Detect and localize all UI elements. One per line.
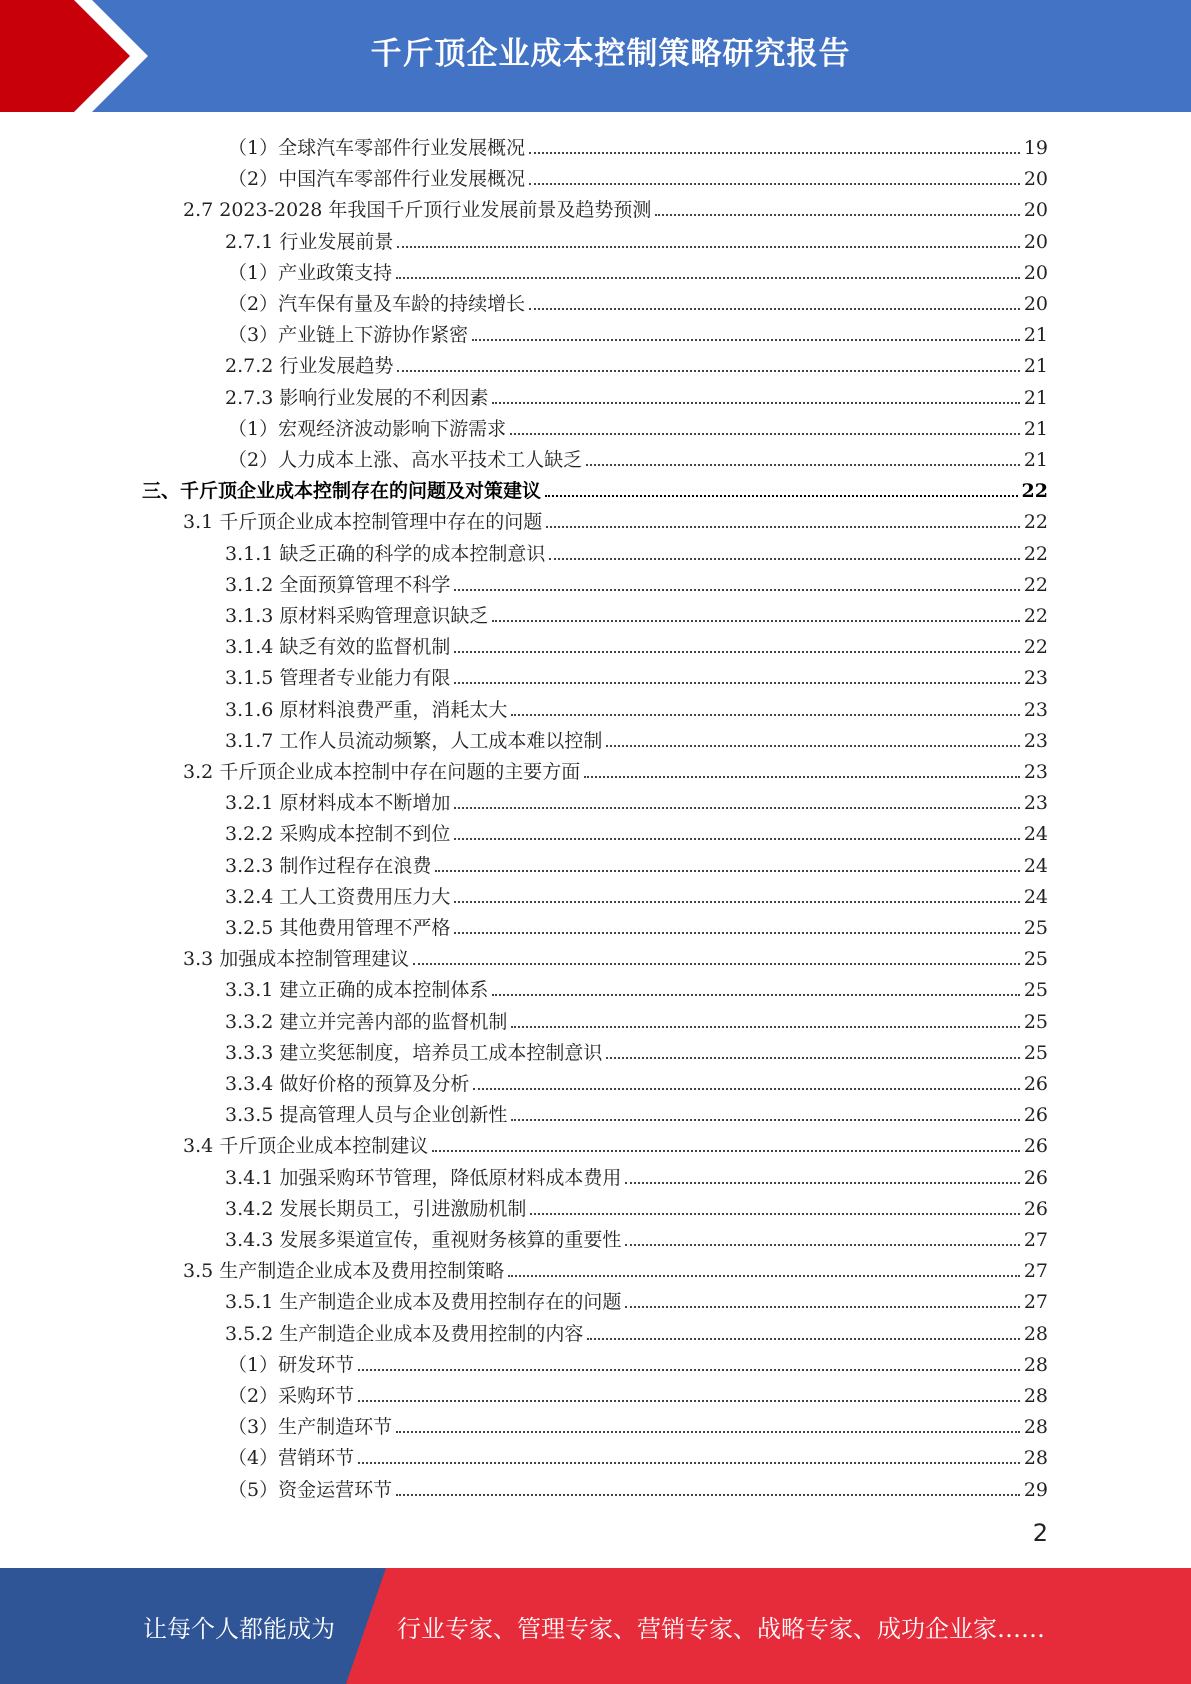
- toc-entry[interactable]: [225, 1220, 1048, 1251]
- toc-leader-dots: [530, 1213, 1019, 1215]
- toc-entry-label: （2）采购环节: [228, 1385, 355, 1407]
- toc-entry-label: 2.7.3 影响行业发展的不利因素: [225, 386, 489, 409]
- toc-entry-page: 21: [1023, 386, 1048, 409]
- toc-leader-dots: [396, 1494, 1020, 1496]
- toc-entry[interactable]: [225, 378, 1048, 409]
- toc-leader-dots: [655, 214, 1019, 216]
- toc-leader-dots: [510, 433, 1020, 435]
- toc-entry-page: 23: [1023, 729, 1048, 752]
- toc-leader-dots: [545, 495, 1018, 497]
- toc-entry-page: 20: [1023, 293, 1048, 315]
- toc-leader-dots: [511, 1119, 1019, 1121]
- toc-entry-label: （1）研发环节: [228, 1353, 355, 1376]
- toc-leader-dots: [397, 370, 1019, 372]
- toc-entry-label: 3.2.3 制作过程存在浪费: [225, 854, 432, 877]
- toc-leader-dots: [435, 870, 1019, 872]
- toc-entry[interactable]: [228, 159, 1048, 190]
- toc-entry[interactable]: [225, 814, 1048, 845]
- toc-entry[interactable]: [225, 1189, 1048, 1220]
- toc-entry-page: 22: [1023, 605, 1048, 627]
- toc-entry-page: 20: [1023, 261, 1048, 284]
- toc-leader-dots: [432, 1150, 1020, 1152]
- toc-entry-label: 3.1.5 管理者专业能力有限: [225, 667, 451, 690]
- toc-entry[interactable]: [225, 1064, 1048, 1095]
- toc-entry-page: 22: [1021, 480, 1048, 503]
- toc-entry[interactable]: [225, 222, 1048, 253]
- toc-entry[interactable]: [225, 1033, 1048, 1064]
- toc-entry-label: 2.7 2023-2028 年我国千斤顶行业发展前景及趋势预测: [183, 199, 652, 222]
- toc-entry-page: 23: [1023, 698, 1048, 721]
- toc-entry-label: 3.5 生产制造企业成本及费用控制策略: [183, 1260, 505, 1283]
- toc-entry-label: （2）中国汽车零部件行业发展概况: [228, 168, 526, 191]
- toc-entry-page: 24: [1023, 854, 1048, 877]
- toc-entry-page: 19: [1023, 137, 1048, 159]
- toc-entry[interactable]: [225, 1314, 1048, 1345]
- toc-entry[interactable]: [225, 1158, 1048, 1189]
- toc-entry-label: 3.2.2 采购成本控制不到位: [225, 823, 451, 846]
- toc-leader-dots: [529, 183, 1020, 185]
- report-title: 千斤顶企业成本控制策略研究报告: [370, 35, 851, 72]
- toc-leader-dots: [529, 152, 1020, 154]
- toc-entry[interactable]: [225, 690, 1048, 721]
- toc-leader-dots: [454, 807, 1019, 809]
- toc-entry[interactable]: [225, 970, 1048, 1001]
- toc-entry[interactable]: [225, 627, 1048, 658]
- toc-entry-label: 3.2.1 原材料成本不断增加: [225, 792, 451, 815]
- toc-leader-dots: [529, 308, 1020, 310]
- toc-entry-label: （2）汽车保有量及车龄的持续增长: [228, 293, 526, 315]
- toc-entry-label: （1）产业政策支持: [228, 261, 393, 284]
- toc-entry[interactable]: [228, 1438, 1048, 1469]
- toc-leader-dots: [454, 901, 1019, 903]
- toc-leader-dots: [454, 682, 1019, 684]
- toc-entry-page: 26: [1023, 1135, 1048, 1158]
- toc-entry-label: 三、千斤顶企业成本控制存在的问题及对策建议: [142, 480, 542, 503]
- toc-leader-dots: [625, 1182, 1019, 1184]
- toc-entry-label: 3.2 千斤顶企业成本控制中存在问题的主要方面: [183, 761, 581, 783]
- toc-leader-dots: [549, 558, 1019, 560]
- toc-leader-dots: [492, 620, 1019, 622]
- toc-entry-label: （1）宏观经济波动影响下游需求: [228, 417, 507, 440]
- page-footer: [0, 1568, 1191, 1684]
- toc-entry-page: 27: [1023, 1260, 1048, 1283]
- toc-entry-label: 3.3.3 建立奖惩制度，培养员工成本控制意识: [225, 1041, 603, 1064]
- toc-entry-label: 3.1 千斤顶企业成本控制管理中存在的问题: [183, 511, 543, 534]
- toc-entry-page: 25: [1023, 948, 1048, 971]
- toc-entry-label: 3.1.6 原材料浪费严重，消耗太大: [225, 698, 508, 721]
- toc-entry[interactable]: [183, 939, 1048, 970]
- toc-entry-page: 28: [1023, 1322, 1048, 1345]
- toc-entry-label: 2.7.2 行业发展趋势: [225, 355, 394, 378]
- toc-entry-label: （5）资金运营环节: [228, 1478, 393, 1501]
- toc-leader-dots: [606, 745, 1019, 747]
- toc-entry-label: 3.1.7 工作人员流动频繁，人工成本难以控制: [225, 729, 603, 752]
- toc-entry-page: 21: [1023, 324, 1048, 347]
- toc-entry[interactable]: [228, 284, 1048, 315]
- toc-entry-label: 3.3.2 建立并完善内部的监督机制: [225, 1010, 508, 1033]
- toc-entry-label: 3.1.3 原材料采购管理意识缺乏: [225, 605, 489, 627]
- toc-leader-dots: [358, 1462, 1020, 1464]
- toc-entry[interactable]: [225, 908, 1048, 939]
- toc-entry-label: （2）人力成本上涨、高水平技术工人缺乏: [228, 449, 583, 471]
- toc-entry-label: 3.4 千斤顶企业成本控制建议: [183, 1135, 429, 1158]
- toc-entry-label: 3.3.5 提高管理人员与企业创新性: [225, 1104, 508, 1127]
- toc-leader-dots: [511, 714, 1019, 716]
- page-header: [0, 0, 1191, 112]
- toc-entry[interactable]: [183, 1251, 1048, 1282]
- toc-leader-dots: [358, 1369, 1020, 1371]
- toc-entry[interactable]: [225, 658, 1048, 689]
- toc-entry-label: 3.2.4 工人工资费用压力大: [225, 885, 451, 908]
- toc-entry[interactable]: [225, 534, 1048, 565]
- toc-entry[interactable]: [225, 1095, 1048, 1126]
- toc-entry[interactable]: [228, 1345, 1048, 1376]
- toc-entry[interactable]: [228, 253, 1048, 284]
- toc-entry-label: 3.3.4 做好价格的预算及分析: [225, 1073, 470, 1095]
- toc-leader-dots: [454, 651, 1019, 653]
- toc-entry-page: 28: [1023, 1416, 1048, 1439]
- toc-entry[interactable]: [183, 752, 1048, 783]
- toc-leader-dots: [397, 246, 1019, 248]
- toc-entry-page: 21: [1023, 355, 1048, 378]
- toc-leader-dots: [508, 1275, 1020, 1277]
- toc-entry-label: 3.5.2 生产制造企业成本及费用控制的内容: [225, 1322, 584, 1345]
- toc-entry-page: 23: [1023, 667, 1048, 690]
- toc-entry[interactable]: [228, 1407, 1048, 1438]
- toc-entry-page: 20: [1023, 230, 1048, 253]
- toc-entry-page: 25: [1023, 1010, 1048, 1033]
- toc-entry-page: 28: [1023, 1353, 1048, 1376]
- toc-entry-page: 22: [1023, 573, 1048, 596]
- toc-entry[interactable]: [228, 409, 1048, 440]
- toc-entry[interactable]: [225, 596, 1048, 627]
- toc-entry-page: 24: [1023, 823, 1048, 846]
- toc-entry-page: 24: [1023, 885, 1048, 908]
- toc-leader-dots: [454, 838, 1019, 840]
- toc-entry[interactable]: [183, 1126, 1048, 1157]
- toc-entry-label: （4）营销环节: [228, 1447, 355, 1470]
- toc-entry-label: 3.3 加强成本控制管理建议: [183, 948, 410, 971]
- toc-entry-page: 23: [1023, 761, 1048, 783]
- toc-entry[interactable]: [225, 721, 1048, 752]
- toc-entry-page: 26: [1023, 1197, 1048, 1220]
- toc-leader-dots: [358, 1400, 1020, 1402]
- toc-entry-page: 27: [1023, 1291, 1048, 1314]
- toc-entry-label: 3.2.5 其他费用管理不严格: [225, 917, 451, 939]
- toc-entry[interactable]: [228, 440, 1048, 471]
- toc-leader-dots: [606, 1057, 1019, 1059]
- toc-entry-page: 22: [1023, 542, 1048, 565]
- toc-leader-dots: [625, 1306, 1019, 1308]
- toc-entry-label: 3.4.1 加强采购环节管理，降低原材料成本费用: [225, 1166, 622, 1189]
- toc-leader-dots: [511, 1026, 1019, 1028]
- toc-entry-label: 3.3.1 建立正确的成本控制体系: [225, 979, 489, 1002]
- toc-entry-page: 26: [1023, 1104, 1048, 1127]
- toc-entry-page: 23: [1023, 792, 1048, 815]
- toc-leader-dots: [413, 963, 1020, 965]
- toc-entry-page: 22: [1023, 636, 1048, 659]
- toc-leader-dots: [472, 339, 1020, 341]
- toc-entry-page: 20: [1023, 168, 1048, 191]
- toc-entry[interactable]: [228, 1470, 1048, 1501]
- toc-entry-label: （1）全球汽车零部件行业发展概况: [228, 137, 526, 159]
- toc-entry-label: 2.7.1 行业发展前景: [225, 230, 394, 253]
- toc-entry-page: 28: [1023, 1385, 1048, 1407]
- toc-entry[interactable]: [183, 190, 1048, 221]
- toc-entry[interactable]: [225, 846, 1048, 877]
- toc-entry-page: 26: [1023, 1166, 1048, 1189]
- toc-leader-dots: [454, 932, 1019, 934]
- toc-entry-label: 3.4.2 发展长期员工，引进激励机制: [225, 1197, 527, 1220]
- toc-entry-label: 3.1.4 缺乏有效的监督机制: [225, 636, 451, 659]
- toc-entry[interactable]: [225, 1002, 1048, 1033]
- toc-entry-label: 3.4.3 发展多渠道宣传，重视财务核算的重要性: [225, 1229, 622, 1251]
- toc-entry-page: 29: [1023, 1478, 1048, 1501]
- footer-slogan-left: 让每个人都能成为: [143, 1614, 335, 1643]
- toc-entry-page: 26: [1023, 1073, 1048, 1095]
- toc-entry-page: 22: [1023, 511, 1048, 534]
- toc-entry[interactable]: [183, 502, 1048, 533]
- toc-entry-page: 27: [1023, 1229, 1048, 1251]
- toc-entry-label: （3）生产制造环节: [228, 1416, 393, 1439]
- toc-entry[interactable]: [228, 315, 1048, 346]
- toc-entry[interactable]: [142, 471, 1048, 502]
- toc-entry[interactable]: [228, 1376, 1048, 1407]
- toc-leader-dots: [584, 776, 1020, 778]
- toc-entry-label: 3.1.2 全面预算管理不科学: [225, 573, 451, 596]
- toc-entry-page: 20: [1023, 199, 1048, 222]
- page-number: 2: [1032, 1519, 1048, 1547]
- toc-entry-page: 21: [1023, 417, 1048, 440]
- toc-entry[interactable]: [225, 346, 1048, 377]
- toc-entry[interactable]: [225, 877, 1048, 908]
- toc-leader-dots: [625, 1244, 1019, 1246]
- toc-entry-label: （3）产业链上下游协作紧密: [228, 324, 469, 347]
- toc-entry[interactable]: [225, 1282, 1048, 1313]
- toc-entry-page: 25: [1023, 917, 1048, 939]
- toc-entry[interactable]: [225, 565, 1048, 596]
- toc-entry-page: 28: [1023, 1447, 1048, 1470]
- toc-leader-dots: [586, 464, 1020, 466]
- toc-leader-dots: [454, 589, 1019, 591]
- toc-entry-page: 25: [1023, 1041, 1048, 1064]
- toc-leader-dots: [546, 526, 1020, 528]
- toc-leader-dots: [396, 277, 1020, 279]
- toc-leader-dots: [587, 1338, 1019, 1340]
- toc-entry[interactable]: [228, 128, 1048, 159]
- toc-entry-page: 25: [1023, 979, 1048, 1002]
- toc-entry-label: 3.5.1 生产制造企业成本及费用控制存在的问题: [225, 1291, 622, 1314]
- toc-leader-dots: [492, 994, 1019, 996]
- toc-entry-page: 21: [1023, 449, 1048, 471]
- footer-slogan-right: 行业专家、管理专家、营销专家、战略专家、成功企业家……: [397, 1614, 1045, 1643]
- toc-leader-dots: [492, 402, 1019, 404]
- toc-leader-dots: [396, 1431, 1020, 1433]
- toc-entry[interactable]: [225, 783, 1048, 814]
- toc-leader-dots: [473, 1088, 1019, 1090]
- toc-entry-label: 3.1.1 缺乏正确的科学的成本控制意识: [225, 542, 546, 565]
